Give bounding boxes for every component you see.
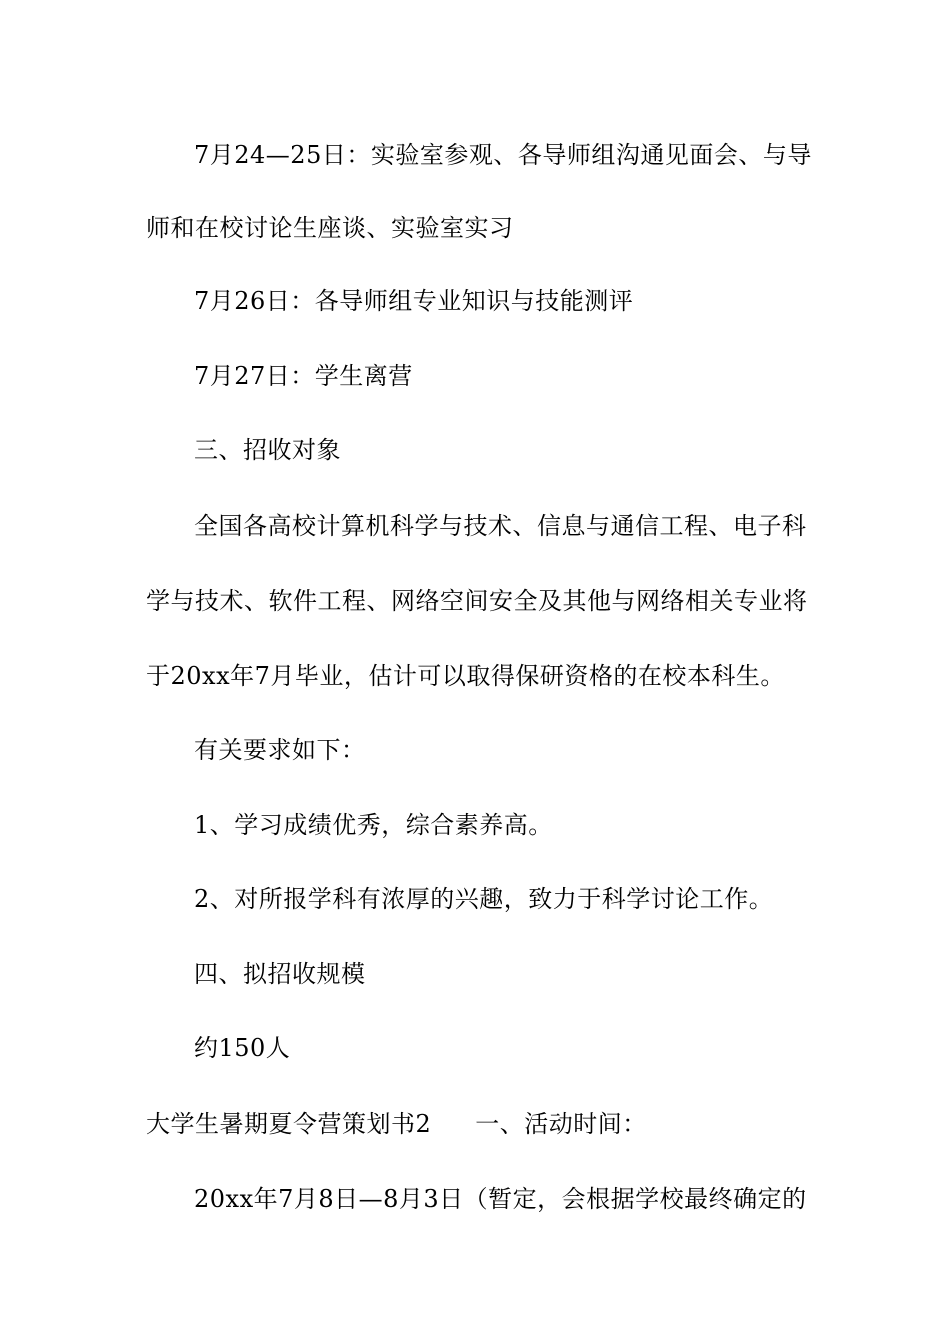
scale-value: 约150人 [194,1034,291,1062]
requirements-intro: 有关要求如下： [194,736,366,764]
schedule-line-3: 7月27日：学生离营 [194,362,413,390]
schedule-line-2: 7月26日：各导师组专业知识与技能测评 [194,287,634,315]
requirement-2: 2、对所报学科有浓厚的兴趣，致力于科学讨论工作。 [194,885,774,913]
section-heading-4: 四、拟招收规模 [194,960,366,988]
section-heading-3: 三、招收对象 [194,436,341,464]
schedule-line-1: 7月24—25日：实验室参观、各导师组沟通见面会、与导 [194,141,812,169]
schedule-line-1-continued: 师和在校讨论生座谈、实验室实习 [146,214,514,242]
requirement-1: 1、学习成绩优秀，综合素养高。 [194,811,553,839]
section-heading-1: 一、活动时间： [475,1110,647,1138]
document-title-line [146,1108,826,1140]
paragraph-line-3: 于20xx年7月毕业，估计可以取得保研资格的在校本科生。 [146,662,785,690]
paragraph-line-1: 全国各高校计算机科学与技术、信息与通信工程、电子科 [194,512,807,540]
paragraph-line-2: 学与技术、软件工程、网络空间安全及其他与网络相关专业将 [146,587,808,615]
document-title: 大学生暑期夏令营策划书2 [146,1110,432,1138]
activity-time-line: 20xx年7月8日—8月3日（暂定，会根据学校最终确定的 [194,1185,807,1213]
